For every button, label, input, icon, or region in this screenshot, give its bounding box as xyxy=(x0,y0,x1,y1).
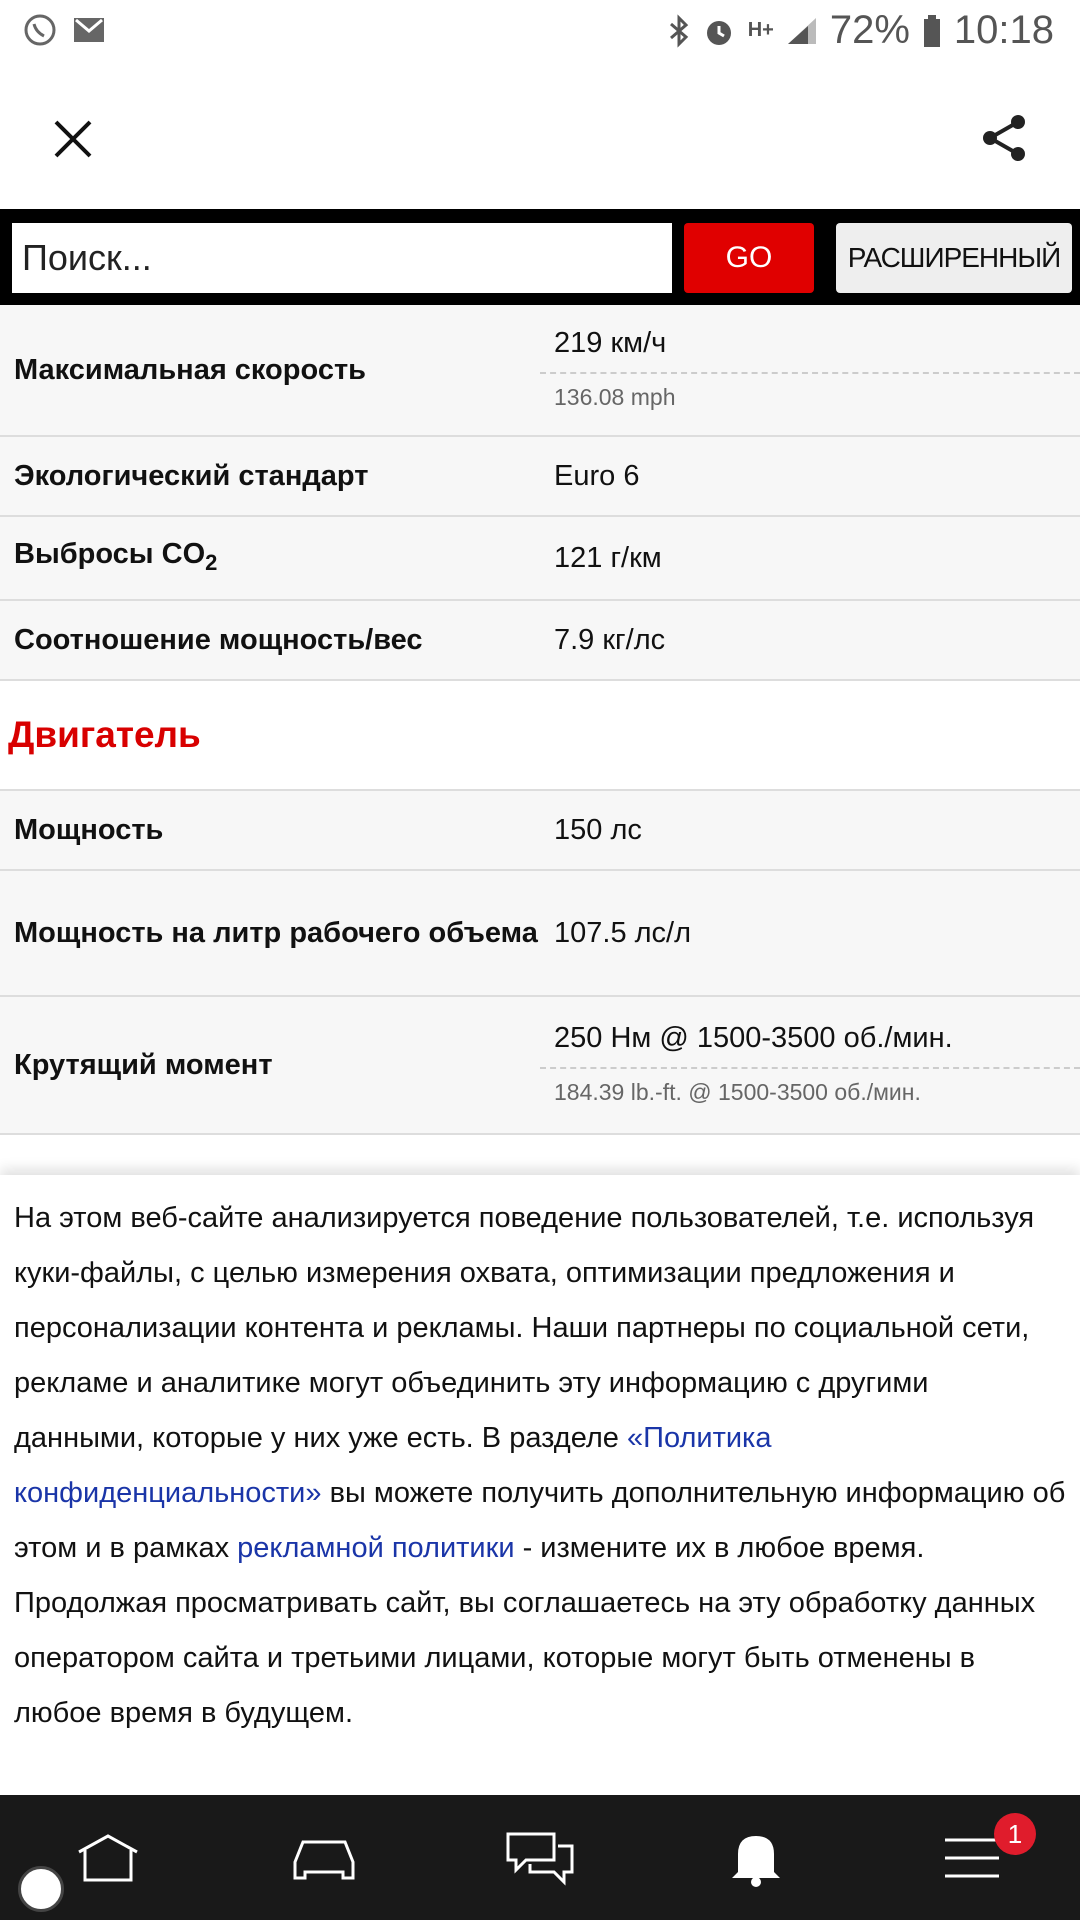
nav-cars[interactable] xyxy=(216,1795,432,1920)
privacy-policy-link[interactable]: «Политика конфиденциальности» xyxy=(14,1422,772,1509)
value-primary: 250 Нм @ 1500-3500 об./мин. xyxy=(540,1012,1080,1069)
spec-row-power-weight xyxy=(0,601,1080,681)
cookie-notice xyxy=(0,1175,1080,1795)
share-icon[interactable] xyxy=(978,112,1030,164)
spec-label-text: Выбросы CO xyxy=(14,537,206,570)
spec-label-sub: 2 xyxy=(205,549,218,575)
spec-row-power-per-liter xyxy=(0,871,1080,997)
cookie-text-part-2: вы можете получить дополнительную информацию об этом и в рамках xyxy=(14,1477,1066,1564)
viber-icon xyxy=(22,12,58,48)
section-title-engine: Двигатель xyxy=(0,681,1080,791)
spec-row-eco-standard xyxy=(0,437,1080,517)
bell-icon xyxy=(730,1828,782,1888)
spec-value: 107.5 лс/л xyxy=(554,916,692,949)
cookie-text xyxy=(14,1191,1066,1741)
app-bar xyxy=(0,64,1080,209)
spec-row-torque xyxy=(0,997,1080,1135)
spec-value: Euro 6 xyxy=(554,459,640,492)
value-secondary: 184.39 lb.-ft. @ 1500-3500 об./мин. xyxy=(554,1079,921,1105)
cookie-text-part-3: - измените их в любое время. Продолжая просматривать сайт, вы соглашаетесь на эту обработку данных оператором сайта и третьими лицами, которые могут быть отменены в любое время в будущем. xyxy=(14,1532,1036,1729)
bluetooth-icon xyxy=(668,14,690,48)
spec-value: 150 лс xyxy=(554,813,642,846)
spec-label: Мощность на литр рабочего объема xyxy=(14,917,538,949)
nav-notifications[interactable] xyxy=(648,1795,864,1920)
spec-value: 7.9 кг/лс xyxy=(554,623,666,656)
nav-chat[interactable] xyxy=(432,1795,648,1920)
nav-menu[interactable] xyxy=(864,1795,1080,1920)
alarm-icon xyxy=(702,14,736,48)
close-icon[interactable] xyxy=(48,114,98,164)
advanced-search-button[interactable]: РАСШИРЕННЫЙ xyxy=(836,223,1072,293)
spec-row-power xyxy=(0,791,1080,871)
cookie-text-part-1: На этом веб-сайте анализируется поведение пользователей, т.е. используя куки-файлы, с целью измерения охвата, оптимизации предложения и персонализации контента и рекламы. Наши партнеры по социальной сети, рекламе и аналитике могут объединить эту информацию с другими данными, которые у них уже есть. В разделе xyxy=(14,1202,1035,1454)
spec-row-co2 xyxy=(0,517,1080,601)
spec-label: Соотношение мощность/вес xyxy=(14,624,423,656)
spec-label: Мощность xyxy=(14,814,164,846)
chat-icon xyxy=(504,1830,576,1886)
ad-policy-link[interactable]: рекламной политики xyxy=(237,1532,515,1564)
car-icon xyxy=(289,1832,359,1884)
battery-percent: 72% xyxy=(829,8,910,52)
spec-label: Экологический стандарт xyxy=(14,460,369,492)
floating-dot[interactable] xyxy=(18,1866,64,1912)
clock: 10:18 xyxy=(953,8,1054,52)
home-icon xyxy=(75,1832,141,1884)
spec-value xyxy=(540,1012,1080,1118)
go-button[interactable]: GO xyxy=(684,223,814,293)
value-secondary: 136.08 mph xyxy=(554,384,676,410)
search-input[interactable]: Поиск... xyxy=(12,223,672,293)
bottom-navigation xyxy=(0,1795,1080,1920)
status-right xyxy=(668,8,1054,53)
spec-label: Максимальная скорость xyxy=(14,354,366,386)
spec-value: 121 г/км xyxy=(554,541,662,574)
battery-icon xyxy=(922,14,942,48)
network-type: H+ xyxy=(747,19,774,41)
search-bar xyxy=(0,209,1080,305)
signal-icon xyxy=(786,16,818,46)
value-box xyxy=(540,317,1080,423)
value-box xyxy=(540,1012,1080,1118)
spec-row-max-speed xyxy=(0,305,1080,437)
spec-value xyxy=(540,317,1080,423)
mail-icon xyxy=(72,16,106,44)
status-bar xyxy=(0,0,1080,64)
spec-label: Крутящий момент xyxy=(14,1049,273,1081)
spec-content xyxy=(0,305,1080,1135)
status-left xyxy=(22,12,106,48)
spec-label xyxy=(0,531,540,586)
notification-badge: 1 xyxy=(994,1813,1036,1855)
menu-icon xyxy=(943,1836,1001,1880)
value-primary: 219 км/ч xyxy=(540,317,1080,374)
